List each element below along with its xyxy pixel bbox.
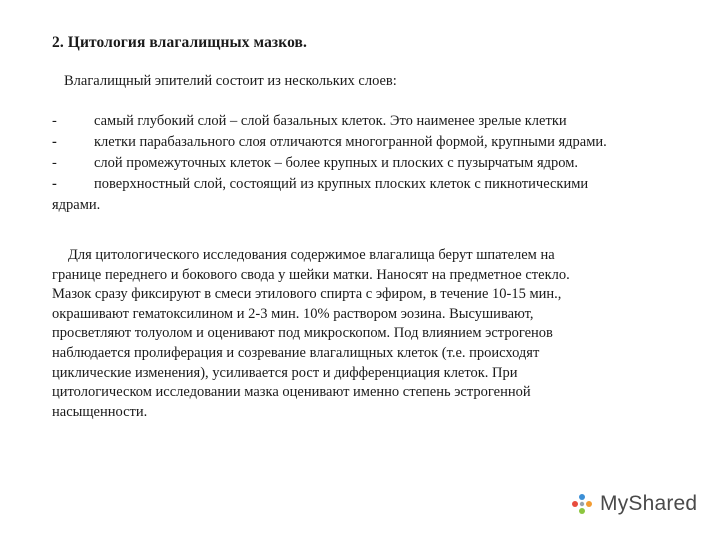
intro-line: Влагалищный эпителий состоит из нескольких слоев: [64, 73, 397, 89]
paragraph-line: Мазок сразу фиксируют в смеси этилового спирта с эфиром, в течение 10-15 мин., [52, 286, 562, 303]
myshared-logo-icon [570, 492, 594, 516]
paragraph-line: Для цитологического исследования содержимое влагалища берут шпателем на [68, 247, 555, 263]
paragraph-line: наблюдается пролиферация и созревание влагалищных клеток (т.е. происходят [52, 344, 540, 361]
list-item-continuation: ядрами. [52, 197, 101, 213]
watermark-text: MyShared [600, 492, 698, 515]
list-item-text: поверхностный слой, состоящий из крупных плоских клеток с пикнотическими [94, 176, 589, 192]
section-heading: 2. Цитология влагалищных мазков. [52, 34, 307, 51]
list-item [52, 174, 672, 195]
paragraph-line: границе переднего и бокового свода у шейки матки. Наносят на предметное стекло. [52, 266, 570, 283]
list-dash: - [52, 113, 57, 129]
list-item [52, 153, 672, 174]
list-item [52, 132, 672, 153]
paragraph-line: окрашивают гематоксилином и 2-3 мин. 10% раствором эозина. Высушивают, [52, 305, 534, 322]
list-item-text: самый глубокий слой – слой базальных клеток. Это наименее зрелые клетки [94, 113, 567, 129]
list-item [52, 111, 672, 132]
myshared-watermark [570, 492, 697, 516]
list-dash: - [52, 134, 57, 150]
paragraph-line: цитологическом исследовании мазка оценивают именно степень эстрогенной [52, 384, 531, 401]
paragraph-line: насыщенности. [52, 403, 148, 420]
list-item-text: клетки парабазального слоя отличаются многогранной формой, крупными ядрами. [94, 134, 607, 150]
list-dash: - [52, 176, 57, 192]
list-item-text: слой промежуточных клеток – более крупных и плоских с пузырчатым ядром. [94, 155, 579, 171]
cytology-paragraph [52, 246, 672, 422]
list-dash: - [52, 155, 57, 171]
paragraph-line: циклические изменения), усиливается рост и дифференциация клеток. При [52, 364, 518, 381]
epithelium-layers-list [52, 111, 672, 216]
paragraph-line: просветляют толуолом и оценивают под микроскопом. Под влиянием эстрогенов [52, 325, 553, 342]
